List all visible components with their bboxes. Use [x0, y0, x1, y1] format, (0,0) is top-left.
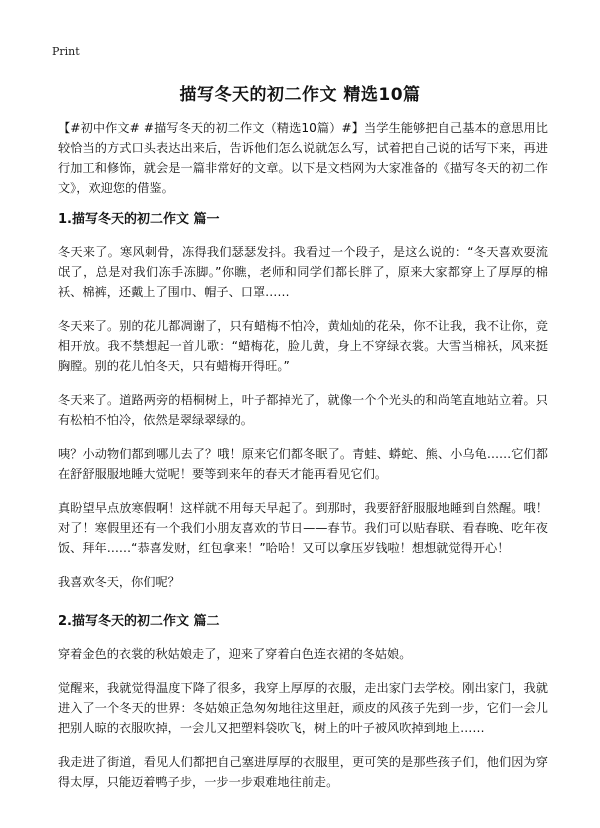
- paragraph: 觉醒来，我就觉得温度下降了很多，我穿上厚厚的衣服，走出家门去学校。刚出家门，我就进入了一个冬天的世界：冬姑娘正急匆匆地往这里赶，顽皮的风孩子先到一步，它们一会儿把别人晾的衣服吹掉，一会儿又把塑料袋吹飞，树上的叶子被风吹掉到地上……: [58, 681, 548, 735]
- paragraph: 咦？小动物们都到哪儿去了？哦！原来它们都冬眠了。青蛙、蟒蛇、熊、小乌龟……它们都在舒舒服服地睡大觉呢！要等到来年的春天才能再看见它们。: [58, 447, 548, 481]
- paragraph: 冬天来了。别的花儿都凋谢了，只有蜡梅不怕冷，黄灿灿的花朵，你不让我，我不让你，竞相开放。我不禁想起一首儿歌：“蜡梅花，脸儿黄，身上不穿绿衣裳。大雪当棉袄，风来挺胸膛。别的花儿怕冬天，只有蜡梅开得旺。”: [58, 319, 548, 373]
- paragraph: 冬天来了。道路两旁的梧桐树上，叶子都掉光了，就像一个个光头的和尚笔直地站立着。只有松柏不怕冷，依然是翠绿翠绿的。: [58, 393, 548, 427]
- print-link[interactable]: Print: [52, 45, 80, 58]
- paragraph: 穿着金色的衣裳的秋姑娘走了，迎来了穿着白色连衣裙的冬姑娘。: [58, 647, 412, 661]
- article-body: [58, 118, 548, 806]
- section-1: [58, 210, 548, 592]
- page-title: 描写冬天的初二作文 精选10篇: [179, 85, 421, 105]
- section-2: [58, 612, 548, 792]
- paragraph: 我喜欢冬天，你们呢？: [58, 575, 180, 589]
- paragraph: 我走进了街道，看见人们都把自己塞进厚厚的衣服里，更可笑的是那些孩子们，他们因为穿得太厚，只能迈着鸭子步，一步一步艰难地往前走。: [58, 755, 548, 789]
- paragraph: 真盼望早点放寒假啊！这样就不用每天早起了。到那时，我要舒舒服服地睡到自然醒。哦！对了！寒假里还有一个我们小朋友喜欢的节日——春节。我们可以贴春联、看春晚、吃年夜饭、拜年……“恭喜发财，红包拿来！”哈哈！又可以拿压岁钱啦！想想就觉得开心！: [58, 501, 548, 555]
- intro-paragraph: 【#初中作文# #描写冬天的初二作文（精选10篇）#】当学生能够把自己基本的意思用比较恰当的方式口头表达出来后，告诉他们怎么说就怎么写，试着把自己说的话写下来，再进行加工和修饰，就会是一篇非常好的文章。以下是文档网为大家准备的《描写冬天的初二作文》，欢迎您的借鉴。: [58, 121, 548, 195]
- section-heading: 2.描写冬天的初二作文 篇二: [58, 614, 220, 629]
- section-heading: 1.描写冬天的初二作文 篇一: [58, 212, 220, 227]
- paragraph: 冬天来了。寒风刺骨，冻得我们瑟瑟发抖。我看过一个段子，是这么说的：“冬天喜欢耍流氓了，总是对我们冻手冻脚。”你瞧，老师和同学们都长胖了，原来大家都穿上了厚厚的棉袄、棉裤，还戴上了围巾、帽子、口罩……: [58, 245, 548, 299]
